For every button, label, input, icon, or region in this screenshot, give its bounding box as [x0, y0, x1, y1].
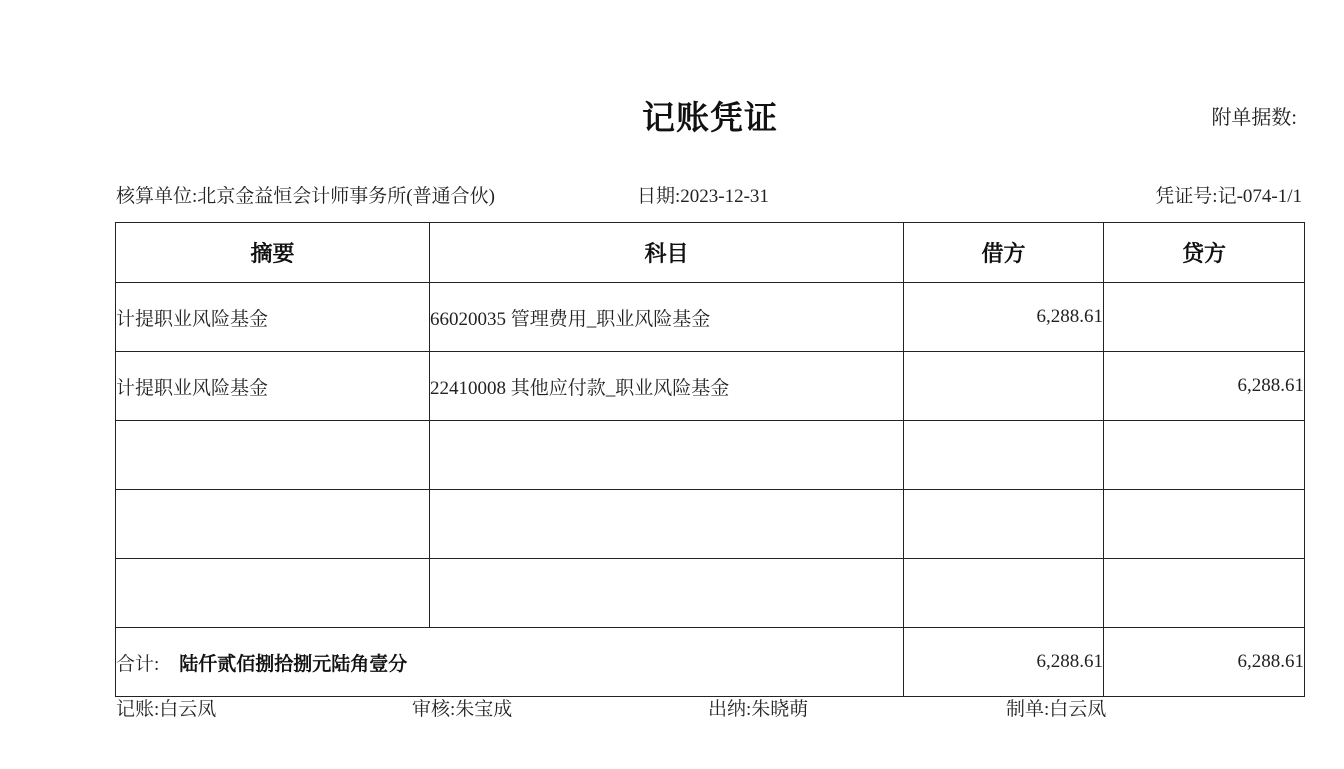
- table-header-row: [116, 223, 1305, 283]
- preparer-label: 制单:: [1006, 699, 1050, 720]
- table-row: [116, 559, 1305, 628]
- accounting-unit: [116, 181, 495, 208]
- attachments-count-label: 附单据数:: [1211, 107, 1297, 129]
- account-cell: 22410008 其他应付款_职业风险基金: [430, 352, 904, 421]
- accounting-unit-value: 北京金益恒会计师事务所(普通合伙): [197, 186, 495, 207]
- total-amount-in-words: 陆仟贰佰捌拾捌元陆角壹分: [179, 653, 408, 675]
- signature-preparer: [1006, 694, 1106, 721]
- signature-auditor: [412, 694, 512, 721]
- account-cell: [430, 559, 904, 628]
- auditor-label: 审核:: [412, 699, 456, 720]
- credit-cell: [1104, 283, 1305, 352]
- voucher-date: [637, 181, 769, 208]
- voucher-number-value: 记-074-1/1: [1217, 186, 1302, 207]
- credit-cell: 6,288.61: [1104, 352, 1305, 421]
- bookkeeper-name: 白云凤: [159, 699, 217, 720]
- header-credit: 贷方: [1104, 223, 1305, 283]
- voucher-number-label: 凭证号:: [1155, 186, 1218, 207]
- credit-cell: [1104, 559, 1305, 628]
- preparer-name: 白云凤: [1049, 699, 1107, 720]
- debit-cell: [904, 421, 1104, 490]
- signature-bookkeeper: [116, 694, 216, 721]
- bookkeeper-label: 记账:: [116, 699, 160, 720]
- voucher-number: [1155, 181, 1302, 208]
- account-cell: 66020035 管理费用_职业风险基金: [430, 283, 904, 352]
- cashier-name: 朱晓萌: [751, 699, 809, 720]
- total-credit: 6,288.61: [1104, 628, 1305, 697]
- debit-cell: [904, 559, 1104, 628]
- total-row: [116, 628, 1305, 697]
- table-row: [116, 283, 1305, 352]
- cashier-label: 出纳:: [708, 699, 752, 720]
- debit-cell: 6,288.61: [904, 283, 1104, 352]
- total-cell: [116, 628, 904, 697]
- header-account: 科目: [430, 223, 904, 283]
- accounting-unit-label: 核算单位:: [116, 186, 198, 207]
- credit-cell: [1104, 421, 1305, 490]
- voucher-title: 记账凭证: [642, 101, 778, 137]
- signature-cashier: [708, 694, 808, 721]
- voucher-date-value: 2023-12-31: [680, 186, 769, 207]
- debit-cell: [904, 352, 1104, 421]
- credit-cell: [1104, 490, 1305, 559]
- summary-cell: [116, 559, 430, 628]
- table-row: [116, 421, 1305, 490]
- voucher-table: [115, 222, 1305, 697]
- table-row: [116, 490, 1305, 559]
- summary-cell: [116, 421, 430, 490]
- debit-cell: [904, 490, 1104, 559]
- summary-cell: 计提职业风险基金: [116, 283, 430, 352]
- account-cell: [430, 421, 904, 490]
- header-debit: 借方: [904, 223, 1104, 283]
- auditor-name: 朱宝成: [455, 699, 513, 720]
- header-summary: 摘要: [116, 223, 430, 283]
- total-label: 合计:: [116, 653, 160, 675]
- table-row: [116, 352, 1305, 421]
- voucher-date-label: 日期:: [637, 186, 681, 207]
- account-cell: [430, 490, 904, 559]
- summary-cell: [116, 490, 430, 559]
- summary-cell: 计提职业风险基金: [116, 352, 430, 421]
- total-debit: 6,288.61: [904, 628, 1104, 697]
